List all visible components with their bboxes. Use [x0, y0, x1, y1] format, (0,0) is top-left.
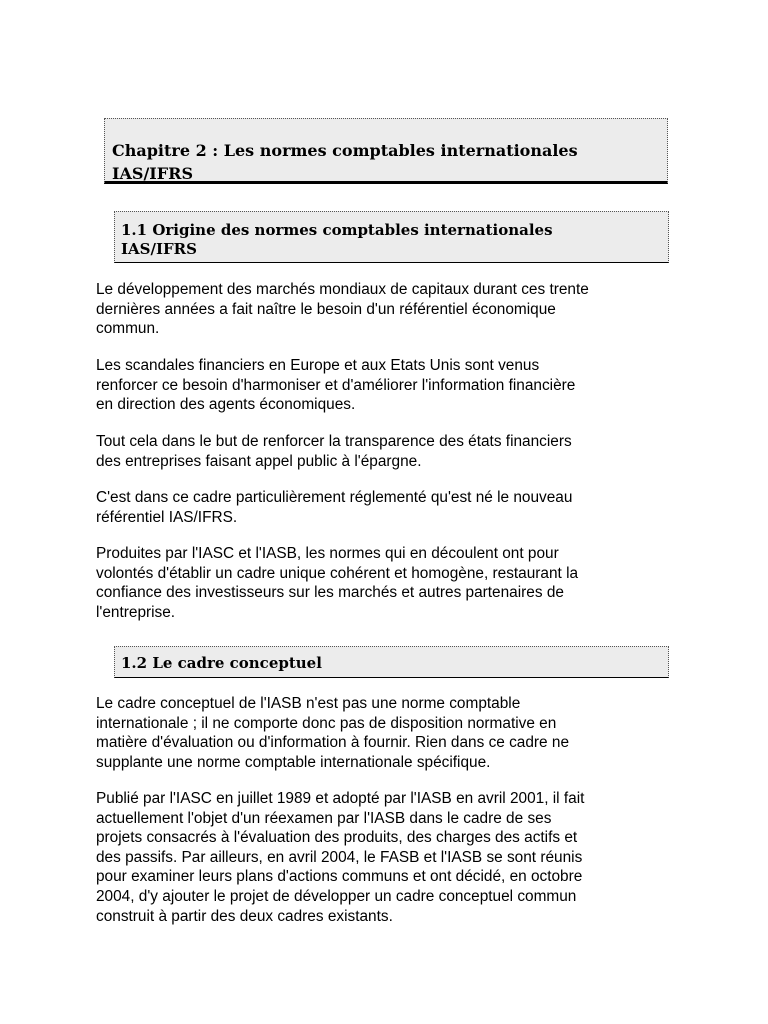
- paragraph-1-1-5: [96, 544, 686, 622]
- text-line: des passifs. Par ailleurs, en avril 2004, le FASB et l'IASB se sont réunis: [96, 848, 583, 866]
- text-line: Le développement des marchés mondiaux de capitaux durant ces trente: [96, 281, 589, 298]
- section-1-2-title-line-1: 1.2 Le cadre conceptuel: [121, 654, 322, 672]
- text-line: Produites par l'IASC et l'IASB, les normes qui en découlent ont pour: [96, 545, 559, 562]
- paragraph-1-2-1: [96, 694, 686, 772]
- text-line: dernières années a fait naître le besoin d'un référentiel économique: [96, 300, 556, 318]
- chapter-title: [112, 139, 652, 185]
- section-1-1-title: [121, 221, 661, 259]
- text-line: confiance des investisseurs sur les marchés et autres partenaires de: [96, 584, 564, 602]
- text-line: supplante une norme comptable internationale spécifique.: [96, 753, 491, 771]
- section-1-1-heading-box: [114, 211, 669, 263]
- text-line: internationale ; il ne comporte donc pas de disposition normative en: [96, 714, 557, 732]
- text-line: projets consacrés à l'évaluation des produits, des charges des actifs et: [96, 829, 578, 847]
- paragraph-1-2-2: [96, 789, 686, 926]
- text-line: Les scandales financiers en Europe et aux Etats Unis sont venus: [96, 357, 540, 374]
- text-line: construit à partir des deux cadres existants.: [96, 907, 393, 925]
- text-line: l'entreprise.: [96, 603, 176, 621]
- paragraph-1-1-3: [96, 432, 686, 471]
- text-line: volontés d'établir un cadre unique cohérent et homogène, restaurant la: [96, 564, 579, 582]
- text-line: Le cadre conceptuel de l'IASB n'est pas une norme comptable: [96, 695, 521, 712]
- text-line: matière d'évaluation ou d'information à fournir. Rien dans ce cadre ne: [96, 734, 570, 752]
- text-line: Publié par l'IASC en juillet 1989 et adopté par l'IASB en avril 2001, il fait: [96, 790, 585, 807]
- text-line: renforcer ce besoin d'harmoniser et d'améliorer l'information financière: [96, 376, 576, 394]
- text-line: commun.: [96, 320, 160, 338]
- section-1-2-title: [121, 654, 661, 673]
- text-line: C'est dans ce cadre particulièrement réglementé qu'est né le nouveau: [96, 489, 573, 506]
- text-line: en direction des agents économiques.: [96, 396, 356, 414]
- chapter-heading-box: [104, 118, 668, 184]
- text-line: référentiel IAS/IFRS.: [96, 508, 238, 526]
- text-line: Tout cela dans le but de renforcer la transparence des états financiers: [96, 433, 572, 450]
- text-line: 2004, d'y ajouter le projet de développer un cadre conceptuel commun: [96, 887, 577, 905]
- text-line: pour examiner leurs plans d'actions communs et ont décidé, en octobre: [96, 868, 583, 886]
- section-1-1-title-line-1: 1.1 Origine des normes comptables internationales: [121, 221, 553, 239]
- paragraph-1-1-1: [96, 280, 686, 339]
- section-1-1-title-line-2: IAS/IFRS: [121, 240, 197, 258]
- chapter-title-line-2: IAS/IFRS: [112, 164, 193, 183]
- text-line: actuellement l'objet d'un réexamen par l'IASB dans le cadre de ses: [96, 809, 552, 827]
- text-line: des entreprises faisant appel public à l'épargne.: [96, 452, 422, 470]
- section-1-2-heading-box: [114, 646, 669, 678]
- paragraph-1-1-2: [96, 356, 686, 415]
- paragraph-1-1-4: [96, 488, 686, 527]
- chapter-title-line-1: Chapitre 2 : Les normes comptables internationales: [112, 141, 578, 160]
